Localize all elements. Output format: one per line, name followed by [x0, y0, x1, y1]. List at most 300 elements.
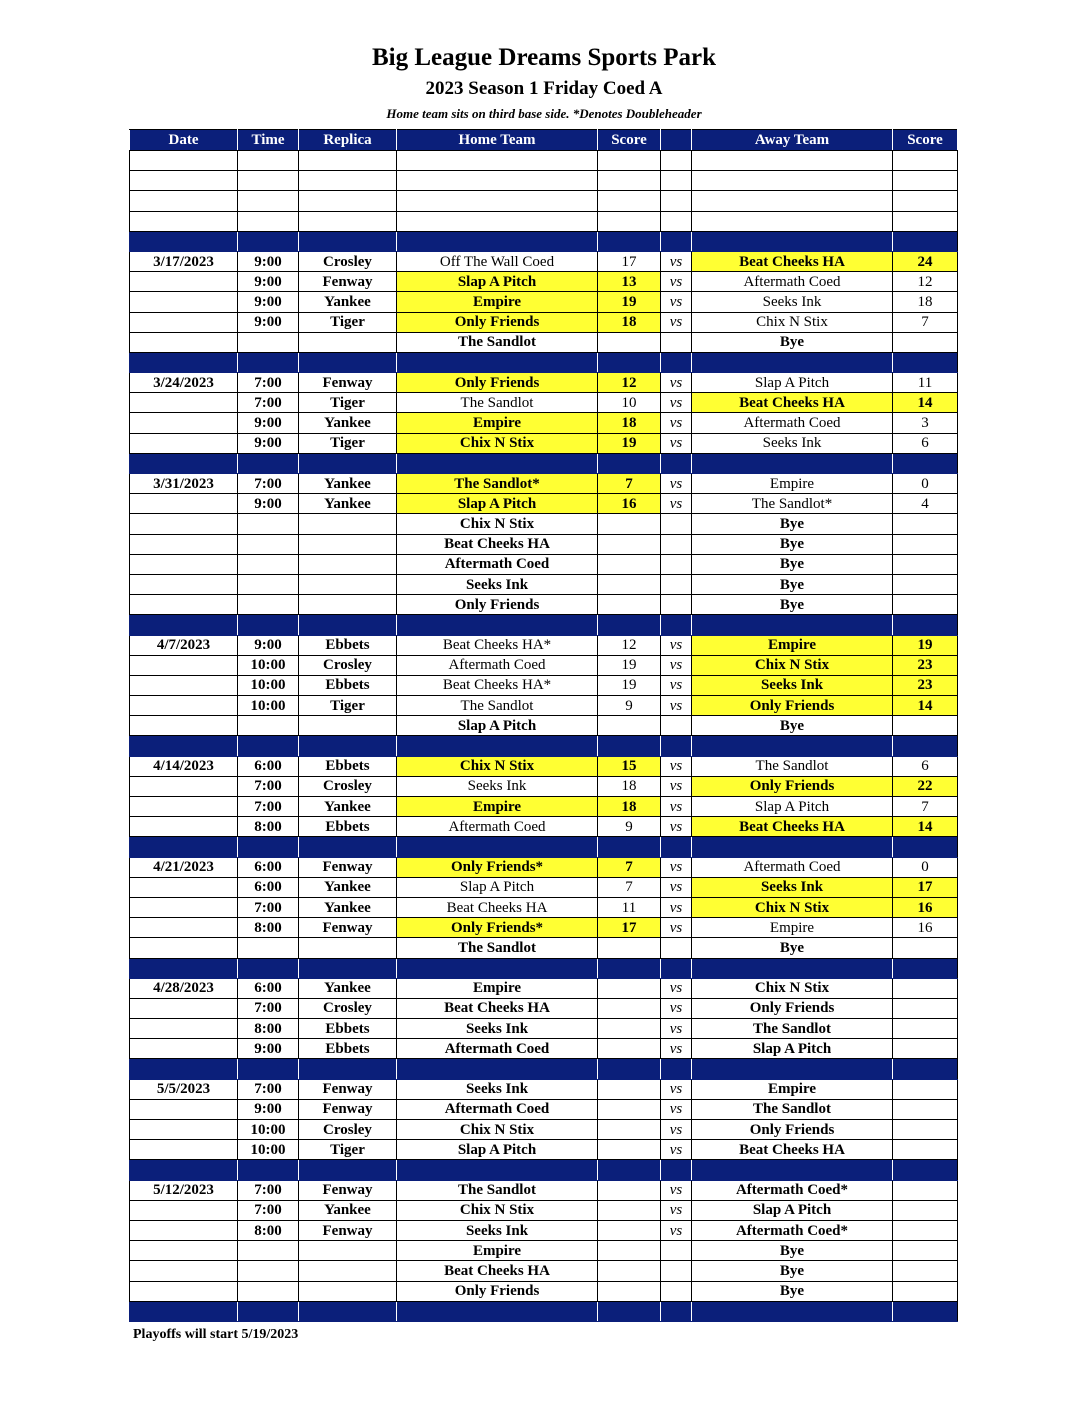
blank-cell — [692, 352, 893, 372]
time-cell: 8:00 — [238, 817, 299, 837]
away-team-cell: Bye — [692, 1261, 893, 1281]
away-team-cell: Empire — [692, 1079, 893, 1099]
home-score-cell: 12 — [598, 373, 661, 393]
away-score-cell — [893, 1180, 958, 1200]
time-cell: 8:00 — [238, 1220, 299, 1240]
home-score-cell: 15 — [598, 756, 661, 776]
blank-cell — [893, 837, 958, 857]
blank-cell — [238, 1059, 299, 1079]
home-score-cell: 18 — [598, 797, 661, 817]
time-cell: 8:00 — [238, 1019, 299, 1039]
date-cell — [130, 433, 238, 453]
away-score-cell — [893, 1039, 958, 1059]
week-separator-row — [130, 352, 958, 372]
away-score-cell: 7 — [893, 312, 958, 332]
home-team-cell: Empire — [397, 413, 598, 433]
vs-cell: vs — [661, 998, 692, 1018]
away-score-cell — [893, 1261, 958, 1281]
blank-cell — [893, 736, 958, 756]
date-cell — [130, 897, 238, 917]
home-team-cell: Only Friends — [397, 373, 598, 393]
playoffs-note: Playoffs will start 5/19/2023 — [133, 1327, 299, 1342]
blank-cell — [130, 615, 238, 635]
blank-cell — [661, 1059, 692, 1079]
vs-cell: vs — [661, 918, 692, 938]
game-row — [130, 797, 958, 817]
game-row — [130, 918, 958, 938]
blank-cell — [397, 453, 598, 473]
time-cell: 9:00 — [238, 1099, 299, 1119]
season-subtitle: 2023 Season 1 Friday Coed A — [425, 78, 663, 99]
vs-cell — [661, 1241, 692, 1261]
home-team-cell: Seeks Ink — [397, 1019, 598, 1039]
replica-cell: Fenway — [299, 1099, 397, 1119]
away-score-cell: 7 — [893, 797, 958, 817]
schedule-note: Home team sits on third base side. *Denotes Doubleheader — [386, 106, 702, 121]
vs-cell: vs — [661, 494, 692, 514]
away-team-cell: The Sandlot — [692, 1099, 893, 1119]
away-team-cell: The Sandlot — [692, 756, 893, 776]
time-cell: 6:00 — [238, 756, 299, 776]
blank-cell — [598, 352, 661, 372]
game-row — [130, 716, 958, 736]
blank-cell — [299, 1160, 397, 1180]
header-vs — [661, 130, 692, 151]
home-team-cell: Chix N Stix — [397, 433, 598, 453]
blank-cell — [238, 837, 299, 857]
home-score-cell — [598, 716, 661, 736]
away-score-cell — [893, 595, 958, 615]
blank-cell — [238, 171, 299, 191]
vs-cell: vs — [661, 1140, 692, 1160]
replica-cell: Crosley — [299, 251, 397, 271]
blank-cell — [238, 736, 299, 756]
replica-cell: Crosley — [299, 776, 397, 796]
home-score-cell — [598, 938, 661, 958]
date-cell: 5/12/2023 — [130, 1180, 238, 1200]
blank-cell — [397, 615, 598, 635]
date-cell — [130, 998, 238, 1018]
blank-cell — [238, 1160, 299, 1180]
vs-cell: vs — [661, 897, 692, 917]
away-score-cell — [893, 716, 958, 736]
home-team-cell: Off The Wall Coed — [397, 251, 598, 271]
away-score-cell — [893, 1079, 958, 1099]
vs-cell: vs — [661, 978, 692, 998]
vs-cell: vs — [661, 635, 692, 655]
replica-cell: Yankee — [299, 797, 397, 817]
vs-cell — [661, 574, 692, 594]
away-team-cell: The Sandlot — [692, 1019, 893, 1039]
home-team-cell: Beat Cheeks HA* — [397, 635, 598, 655]
home-score-cell: 19 — [598, 292, 661, 312]
blank-cell — [397, 736, 598, 756]
date-cell — [130, 675, 238, 695]
away-score-cell: 23 — [893, 675, 958, 695]
date-cell — [130, 574, 238, 594]
date-cell — [130, 413, 238, 433]
away-score-cell: 6 — [893, 756, 958, 776]
home-team-cell: Empire — [397, 1241, 598, 1261]
vs-cell: vs — [661, 696, 692, 716]
game-row — [130, 534, 958, 554]
blank-cell — [130, 231, 238, 251]
home-score-cell — [598, 1220, 661, 1240]
replica-cell — [299, 514, 397, 534]
game-row — [130, 696, 958, 716]
replica-cell — [299, 534, 397, 554]
replica-cell — [299, 554, 397, 574]
away-score-cell — [893, 514, 958, 534]
home-score-cell — [598, 1241, 661, 1261]
home-score-cell — [598, 595, 661, 615]
home-team-cell: Slap A Pitch — [397, 272, 598, 292]
blank-cell — [661, 1160, 692, 1180]
blank-cell — [661, 1301, 692, 1321]
blank-cell — [893, 615, 958, 635]
blank-cell — [130, 453, 238, 473]
game-row — [130, 393, 958, 413]
blank-cell — [299, 1059, 397, 1079]
time-cell — [238, 716, 299, 736]
time-cell: 10:00 — [238, 696, 299, 716]
blank-cell — [893, 352, 958, 372]
away-team-cell: Slap A Pitch — [692, 797, 893, 817]
time-cell: 9:00 — [238, 272, 299, 292]
game-row — [130, 857, 958, 877]
time-cell — [238, 1261, 299, 1281]
game-row — [130, 877, 958, 897]
home-score-cell: 10 — [598, 393, 661, 413]
game-row — [130, 1140, 958, 1160]
replica-cell: Ebbets — [299, 1039, 397, 1059]
home-team-cell: Slap A Pitch — [397, 716, 598, 736]
home-team-cell: Slap A Pitch — [397, 494, 598, 514]
replica-cell: Ebbets — [299, 756, 397, 776]
time-cell — [238, 332, 299, 352]
date-cell — [130, 554, 238, 574]
away-score-cell: 14 — [893, 393, 958, 413]
home-score-cell: 19 — [598, 433, 661, 453]
home-score-cell: 11 — [598, 897, 661, 917]
replica-cell — [299, 574, 397, 594]
time-cell: 7:00 — [238, 1200, 299, 1220]
away-team-cell: Chix N Stix — [692, 897, 893, 917]
away-team-cell: Only Friends — [692, 696, 893, 716]
blank-cell — [893, 171, 958, 191]
replica-cell: Fenway — [299, 373, 397, 393]
date-cell — [130, 918, 238, 938]
away-score-cell: 14 — [893, 817, 958, 837]
date-cell — [130, 716, 238, 736]
away-score-cell: 14 — [893, 696, 958, 716]
blank-cell — [397, 171, 598, 191]
replica-cell: Yankee — [299, 1200, 397, 1220]
blank-cell — [299, 151, 397, 171]
time-cell: 9:00 — [238, 494, 299, 514]
replica-cell — [299, 938, 397, 958]
away-team-cell: Bye — [692, 534, 893, 554]
blank-cell — [397, 352, 598, 372]
away-team-cell: Only Friends — [692, 776, 893, 796]
blank-cell — [598, 1059, 661, 1079]
replica-cell: Tiger — [299, 433, 397, 453]
blank-cell — [598, 736, 661, 756]
replica-cell — [299, 1261, 397, 1281]
blank-cell — [661, 958, 692, 978]
date-cell: 4/21/2023 — [130, 857, 238, 877]
blank-cell — [299, 171, 397, 191]
time-cell: 7:00 — [238, 797, 299, 817]
blank-cell — [661, 231, 692, 251]
time-cell: 6:00 — [238, 857, 299, 877]
time-cell: 7:00 — [238, 393, 299, 413]
home-team-cell: Aftermath Coed — [397, 655, 598, 675]
blank-cell — [299, 352, 397, 372]
page-title: Big League Dreams Sports Park — [372, 44, 716, 71]
blank-cell — [692, 1160, 893, 1180]
header-replica: Replica — [299, 130, 397, 151]
game-row — [130, 655, 958, 675]
game-row — [130, 494, 958, 514]
game-row — [130, 1261, 958, 1281]
away-score-cell: 18 — [893, 292, 958, 312]
replica-cell: Fenway — [299, 857, 397, 877]
home-team-cell: Aftermath Coed — [397, 817, 598, 837]
away-score-cell: 6 — [893, 433, 958, 453]
home-team-cell: The Sandlot — [397, 1180, 598, 1200]
home-team-cell: The Sandlot* — [397, 474, 598, 494]
vs-cell: vs — [661, 474, 692, 494]
game-row — [130, 1019, 958, 1039]
time-cell: 9:00 — [238, 1039, 299, 1059]
home-score-cell — [598, 1039, 661, 1059]
replica-cell: Yankee — [299, 494, 397, 514]
blank-cell — [238, 453, 299, 473]
blank-cell — [661, 837, 692, 857]
blank-cell — [598, 151, 661, 171]
date-cell: 4/28/2023 — [130, 978, 238, 998]
date-cell — [130, 938, 238, 958]
home-score-cell — [598, 1099, 661, 1119]
blank-cell — [299, 736, 397, 756]
time-cell: 9:00 — [238, 312, 299, 332]
home-team-cell: Empire — [397, 292, 598, 312]
date-cell — [130, 877, 238, 897]
game-row — [130, 635, 958, 655]
blank-cell — [893, 211, 958, 231]
away-team-cell: Chix N Stix — [692, 312, 893, 332]
replica-cell: Ebbets — [299, 1019, 397, 1039]
blank-cell — [598, 191, 661, 211]
replica-cell: Tiger — [299, 312, 397, 332]
home-team-cell: Only Friends* — [397, 857, 598, 877]
away-score-cell: 4 — [893, 494, 958, 514]
blank-cell — [130, 191, 238, 211]
away-team-cell: Bye — [692, 332, 893, 352]
blank-cell — [397, 231, 598, 251]
home-team-cell: Chix N Stix — [397, 514, 598, 534]
blank-cell — [238, 151, 299, 171]
blank-cell — [893, 191, 958, 211]
blank-cell — [598, 958, 661, 978]
away-score-cell: 19 — [893, 635, 958, 655]
vs-cell — [661, 332, 692, 352]
away-score-cell: 24 — [893, 251, 958, 271]
blank-cell — [893, 958, 958, 978]
time-cell: 9:00 — [238, 433, 299, 453]
away-team-cell: Bye — [692, 1281, 893, 1301]
blank-cell — [692, 453, 893, 473]
time-cell: 7:00 — [238, 1079, 299, 1099]
away-score-cell: 12 — [893, 272, 958, 292]
vs-cell: vs — [661, 433, 692, 453]
away-team-cell: Bye — [692, 554, 893, 574]
game-row — [130, 312, 958, 332]
away-score-cell — [893, 1241, 958, 1261]
vs-cell: vs — [661, 272, 692, 292]
week-separator-row — [130, 1160, 958, 1180]
date-cell — [130, 1200, 238, 1220]
date-cell — [130, 1099, 238, 1119]
home-score-cell: 7 — [598, 474, 661, 494]
vs-cell — [661, 1281, 692, 1301]
away-team-cell: Aftermath Coed* — [692, 1180, 893, 1200]
blank-cell — [397, 1059, 598, 1079]
week-separator-row — [130, 453, 958, 473]
home-score-cell: 7 — [598, 877, 661, 897]
game-row — [130, 1220, 958, 1240]
blank-cell — [692, 736, 893, 756]
vs-cell — [661, 554, 692, 574]
blank-cell — [238, 958, 299, 978]
vs-cell: vs — [661, 1180, 692, 1200]
blank-cell — [130, 171, 238, 191]
away-score-cell — [893, 1019, 958, 1039]
blank-cell — [397, 191, 598, 211]
home-team-cell: Only Friends — [397, 595, 598, 615]
blank-cell — [661, 191, 692, 211]
vs-cell: vs — [661, 756, 692, 776]
blank-cell — [299, 615, 397, 635]
header-home-team: Home Team — [397, 130, 598, 151]
away-score-cell — [893, 1200, 958, 1220]
time-cell — [238, 514, 299, 534]
home-score-cell — [598, 1200, 661, 1220]
game-row — [130, 1039, 958, 1059]
away-score-cell: 16 — [893, 897, 958, 917]
away-score-cell — [893, 998, 958, 1018]
home-score-cell — [598, 574, 661, 594]
week-separator-row — [130, 1059, 958, 1079]
week-separator-row — [130, 736, 958, 756]
home-score-cell: 17 — [598, 918, 661, 938]
home-score-cell — [598, 1120, 661, 1140]
game-row — [130, 1241, 958, 1261]
away-score-cell: 16 — [893, 918, 958, 938]
week-separator-row — [130, 1301, 958, 1321]
home-team-cell: Beat Cheeks HA — [397, 1261, 598, 1281]
blank-cell — [130, 837, 238, 857]
blank-cell — [661, 151, 692, 171]
blank-cell — [397, 958, 598, 978]
date-cell — [130, 292, 238, 312]
away-team-cell: Bye — [692, 514, 893, 534]
blank-cell — [598, 453, 661, 473]
vs-cell: vs — [661, 655, 692, 675]
game-row — [130, 1281, 958, 1301]
home-score-cell — [598, 514, 661, 534]
time-cell: 7:00 — [238, 373, 299, 393]
blank-cell — [598, 1301, 661, 1321]
replica-cell: Fenway — [299, 918, 397, 938]
blank-cell — [692, 151, 893, 171]
header-date: Date — [130, 130, 238, 151]
date-cell: 3/24/2023 — [130, 373, 238, 393]
date-cell — [130, 655, 238, 675]
blank-cell — [692, 958, 893, 978]
blank-cell — [397, 1301, 598, 1321]
away-score-cell: 11 — [893, 373, 958, 393]
home-team-cell: Aftermath Coed — [397, 1099, 598, 1119]
blank-cell — [130, 736, 238, 756]
date-cell — [130, 494, 238, 514]
date-cell — [130, 1140, 238, 1160]
empty-row — [130, 151, 958, 171]
game-row — [130, 978, 958, 998]
blank-cell — [692, 615, 893, 635]
game-row — [130, 272, 958, 292]
away-score-cell: 17 — [893, 877, 958, 897]
blank-cell — [299, 231, 397, 251]
empty-row — [130, 211, 958, 231]
empty-row — [130, 171, 958, 191]
blank-cell — [238, 615, 299, 635]
home-score-cell: 9 — [598, 696, 661, 716]
away-team-cell: Beat Cheeks HA — [692, 817, 893, 837]
home-team-cell: Seeks Ink — [397, 1079, 598, 1099]
blank-cell — [130, 352, 238, 372]
replica-cell: Tiger — [299, 1140, 397, 1160]
week-separator-row — [130, 231, 958, 251]
replica-cell: Crosley — [299, 1120, 397, 1140]
home-score-cell: 9 — [598, 817, 661, 837]
date-cell — [130, 393, 238, 413]
game-row — [130, 1200, 958, 1220]
vs-cell: vs — [661, 292, 692, 312]
time-cell: 7:00 — [238, 897, 299, 917]
game-row — [130, 251, 958, 271]
header-time: Time — [238, 130, 299, 151]
game-row — [130, 332, 958, 352]
game-row — [130, 776, 958, 796]
game-row — [130, 474, 958, 494]
home-score-cell: 18 — [598, 413, 661, 433]
home-team-cell: Beat Cheeks HA — [397, 998, 598, 1018]
game-row — [130, 817, 958, 837]
replica-cell — [299, 716, 397, 736]
home-team-cell: Chix N Stix — [397, 756, 598, 776]
blank-cell — [661, 736, 692, 756]
date-cell — [130, 696, 238, 716]
replica-cell: Tiger — [299, 696, 397, 716]
vs-cell: vs — [661, 251, 692, 271]
away-team-cell: Empire — [692, 474, 893, 494]
date-cell — [130, 817, 238, 837]
vs-cell: vs — [661, 1039, 692, 1059]
away-team-cell: The Sandlot* — [692, 494, 893, 514]
home-score-cell: 18 — [598, 776, 661, 796]
